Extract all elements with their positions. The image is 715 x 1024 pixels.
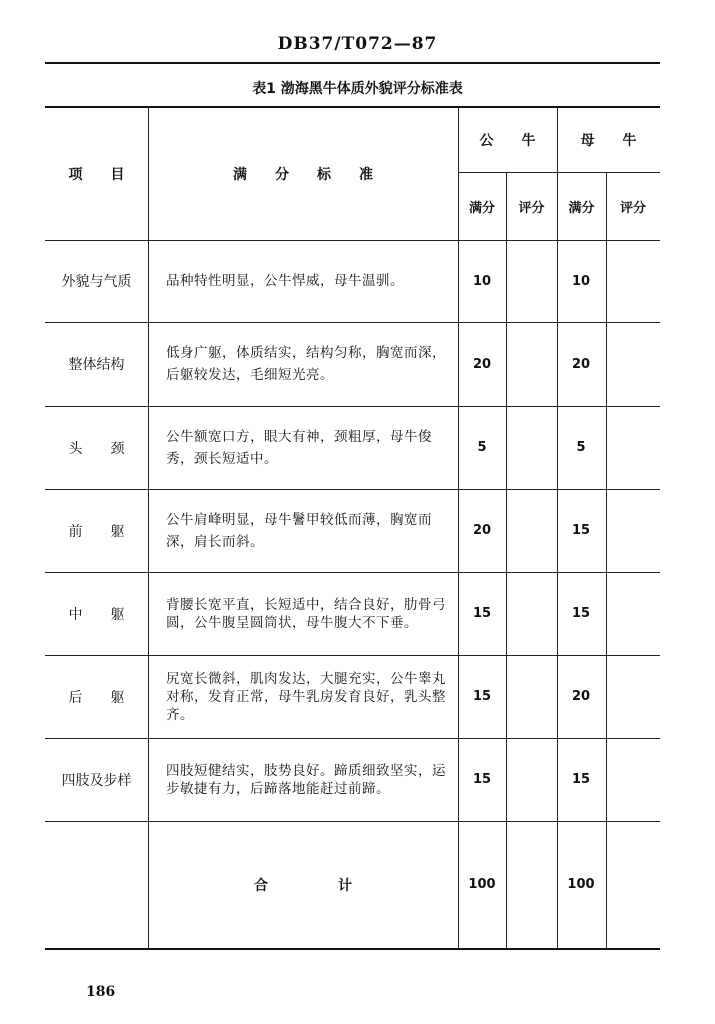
header-bull-full-score: 满分: [468, 200, 495, 216]
header-item: 项 目: [68, 166, 125, 183]
row-item-head-neck: 头 颈: [68, 440, 125, 457]
row-bull-full-forequarters: 20: [472, 523, 492, 538]
row-standard-limbs-gait: 四肢短健结实，肢势良好。蹄质细致坚实，运步敏捷有力，后蹄落地能赶过前蹄。: [166, 762, 446, 797]
row-item-overall-structure: 整体结构: [68, 357, 125, 373]
row-cow-full-middle-body: 15: [571, 606, 591, 621]
row-bull-full-overall-structure: 20: [472, 356, 492, 372]
row-bull-full-middle-body: 15: [472, 606, 492, 621]
row-item-forequarters: 前 躯: [68, 523, 125, 540]
row-cow-full-forequarters: 15: [571, 523, 591, 538]
standard-code: DB37/T072—87: [277, 34, 438, 54]
row-standard-middle-body: 背腰长宽平直，长短适中，结合良好，肋骨弓圆，公牛腹呈圆筒状，母牛腹大不下垂。: [166, 596, 446, 631]
row-bull-full-limbs-gait: 15: [472, 772, 492, 787]
row-cow-full-head-neck: 5: [576, 440, 586, 455]
row-item-middle-body: 中 躯: [68, 606, 125, 623]
col-divider-bull-score: [506, 172, 507, 949]
header-cow-score: 评分: [619, 200, 646, 216]
header-bull: 公 牛: [479, 132, 536, 149]
row-bull-full-head-neck: 5: [477, 440, 487, 455]
row-bull-full-hindquarters: 15: [472, 689, 492, 704]
header-rule: [45, 62, 660, 64]
row-cow-full-limbs-gait: 15: [571, 772, 591, 787]
row-cow-full-appearance: 10: [571, 273, 591, 289]
total-bull-full: 100: [468, 877, 496, 892]
total-cow-full: 100: [567, 877, 595, 892]
row-item-appearance: 外貌与气质: [61, 274, 132, 290]
col-divider-cow-score: [606, 172, 607, 949]
row-bull-full-appearance: 10: [472, 273, 492, 289]
header-cow: 母 牛: [580, 132, 637, 149]
row-standard-overall-structure: 低身广躯，体质结实，结构匀称，胸宽而深，后躯较发达，毛细短光亮。: [166, 345, 446, 383]
row-standard-forequarters: 公牛肩峰明显，母牛鬐甲较低而薄，胸宽而深，肩长而斜。: [166, 511, 432, 550]
header-standard: 满 分 标 准: [233, 166, 373, 183]
page-number: 186: [86, 984, 116, 1000]
row-cow-full-hindquarters: 20: [571, 689, 591, 704]
row-standard-appearance: 品种特性明显，公牛悍威，母牛温驯。: [166, 273, 404, 289]
row-item-limbs-gait: 四肢及步样: [61, 772, 132, 789]
row-standard-head-neck: 公牛额宽口方，眼大有神，颈粗厚，母牛俊秀，颈长短适中。: [166, 428, 432, 467]
header-bull-score: 评分: [518, 200, 545, 216]
row-cow-full-overall-structure: 20: [571, 356, 591, 372]
row-item-hindquarters: 后 躯: [68, 689, 125, 706]
header-cow-full-score: 满分: [568, 200, 595, 216]
total-label: 合 计: [254, 877, 352, 894]
row-standard-hindquarters: 尻宽长微斜，肌肉发达，大腿充实，公牛睾丸对称，发育正常，母牛乳房发育良好，乳头整齐。: [166, 670, 446, 723]
table-title: 表1 渤海黑牛体质外貌评分标准表: [252, 81, 463, 97]
table-bottom-rule: [45, 948, 660, 950]
